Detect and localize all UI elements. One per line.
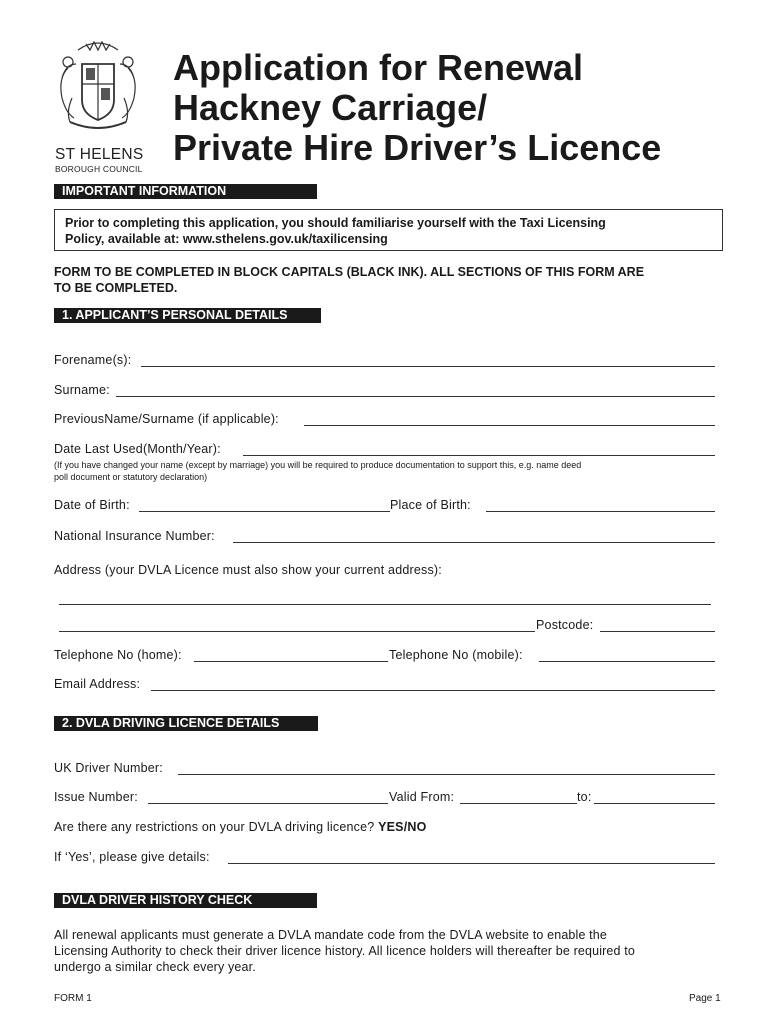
tel-home-label: Telephone No (home): bbox=[54, 648, 182, 662]
important-info-heading: IMPORTANT INFORMATION bbox=[54, 184, 317, 199]
tel-home-field[interactable] bbox=[194, 661, 388, 662]
issue-number-label: Issue Number: bbox=[54, 790, 138, 804]
section-2-heading: 2. DVLA DRIVING LICENCE DETAILS bbox=[54, 716, 318, 731]
place-of-birth-field[interactable] bbox=[486, 511, 715, 512]
page-number: Page 1 bbox=[689, 993, 721, 1004]
restrictions-yes-no[interactable]: YES/NO bbox=[378, 820, 427, 834]
name-change-note-line-2: poll document or statutory declaration) bbox=[54, 472, 208, 482]
uk-driver-number-label: UK Driver Number: bbox=[54, 761, 163, 775]
forenames-label: Forename(s): bbox=[54, 353, 132, 367]
important-info-box bbox=[54, 209, 723, 251]
dvla-history-line-2: Licensing Authority to check their driver licence history. All licence holders will thereafter be required to bbox=[54, 944, 635, 958]
block-capitals-note-line-1: FORM TO BE COMPLETED IN BLOCK CAPITALS (BLACK INK). ALL SECTIONS OF THIS FORM ARE bbox=[54, 265, 645, 279]
council-crest-logo bbox=[48, 38, 148, 138]
restrictions-question-text: Are there any restrictions on your DVLA driving licence? bbox=[54, 820, 375, 834]
uk-driver-number-field[interactable] bbox=[178, 774, 715, 775]
valid-to-label: to: bbox=[577, 790, 592, 804]
council-name: ST HELENS bbox=[55, 146, 144, 163]
valid-from-field[interactable] bbox=[460, 803, 577, 804]
previous-name-field[interactable] bbox=[304, 425, 715, 426]
important-info-line-1: Prior to completing this application, you should familiarise yourself with the Taxi Licensing bbox=[65, 216, 606, 230]
dob-field[interactable] bbox=[139, 511, 390, 512]
postcode-field[interactable] bbox=[600, 631, 715, 632]
block-capitals-note-line-2: TO BE COMPLETED. bbox=[54, 281, 178, 295]
restriction-details-label: If ‘Yes’, please give details: bbox=[54, 850, 210, 864]
ni-number-field[interactable] bbox=[233, 542, 715, 543]
surname-field[interactable] bbox=[116, 396, 715, 397]
name-change-note bbox=[54, 459, 744, 483]
issue-number-field[interactable] bbox=[148, 803, 388, 804]
title-line-2: Hackney Carriage/ bbox=[173, 87, 488, 128]
previous-name-label: PreviousName/Surname (if applicable): bbox=[54, 412, 279, 426]
email-label: Email Address: bbox=[54, 677, 141, 691]
dvla-history-check-text bbox=[54, 927, 754, 975]
valid-from-label: Valid From: bbox=[389, 790, 455, 804]
restriction-details-field[interactable] bbox=[228, 863, 715, 864]
dvla-history-check-heading: DVLA DRIVER HISTORY CHECK bbox=[54, 893, 317, 908]
address-line-2-field[interactable] bbox=[59, 631, 535, 632]
valid-to-field[interactable] bbox=[594, 803, 715, 804]
block-capitals-note bbox=[54, 264, 734, 296]
restrictions-question bbox=[54, 820, 427, 834]
page-title bbox=[173, 48, 661, 168]
council-subtitle: BOROUGH COUNCIL bbox=[55, 164, 143, 174]
address-line-1-field[interactable] bbox=[59, 604, 711, 605]
section-1-heading: 1. APPLICANT’S PERSONAL DETAILS bbox=[54, 308, 321, 323]
tel-mobile-label: Telephone No (mobile): bbox=[389, 648, 523, 662]
dvla-history-line-3: undergo a similar check every year. bbox=[54, 960, 256, 974]
important-info-line-2: Policy, available at: www.sthelens.gov.uk/taxilicensing bbox=[65, 232, 388, 246]
dob-label: Date of Birth: bbox=[54, 498, 130, 512]
surname-label: Surname: bbox=[54, 383, 110, 397]
address-label: Address (your DVLA Licence must also show your current address): bbox=[54, 563, 442, 577]
dvla-history-line-1: All renewal applicants must generate a DVLA mandate code from the DVLA website to enable the bbox=[54, 928, 608, 942]
title-line-1: Application for Renewal bbox=[173, 47, 584, 88]
postcode-label: Postcode: bbox=[536, 618, 594, 632]
date-last-used-field[interactable] bbox=[243, 455, 715, 456]
name-change-note-line-1: (If you have changed your name (except by marriage) you will be required to produce documentation to support this, e.g. name deed bbox=[54, 460, 582, 470]
date-last-used-label: Date Last Used(Month/Year): bbox=[54, 442, 221, 456]
place-of-birth-label: Place of Birth: bbox=[390, 498, 471, 512]
title-line-3: Private Hire Driver’s Licence bbox=[173, 127, 662, 168]
forenames-field[interactable] bbox=[141, 366, 715, 367]
tel-mobile-field[interactable] bbox=[539, 661, 715, 662]
ni-number-label: National Insurance Number: bbox=[54, 529, 215, 543]
form-number: FORM 1 bbox=[54, 993, 92, 1004]
email-field[interactable] bbox=[151, 690, 715, 691]
